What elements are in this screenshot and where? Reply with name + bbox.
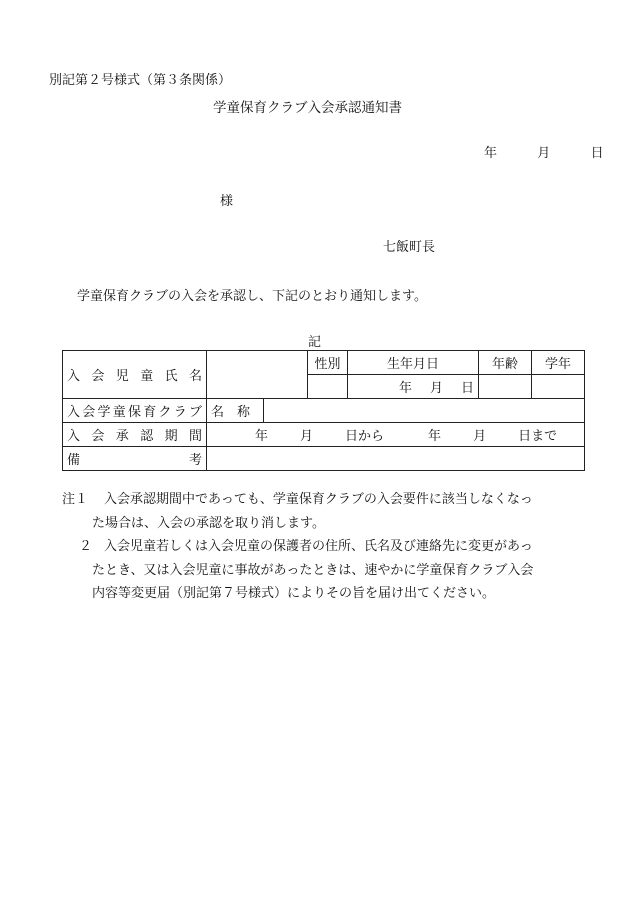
ki-label: 記 [308,335,322,350]
birthdate-header: 生年月日 [348,351,479,375]
period-to: 日まで [518,429,558,444]
document-title: 学童保育クラブ入会承認通知書 [213,100,402,116]
table-row [63,447,585,471]
note-line: 入会承認期間中であっても、学童保育クラブの入会要件に該当しなくなっ [104,492,533,507]
period-from: 日から [345,429,385,444]
date-month: 月 [537,146,551,161]
age-value [479,375,532,399]
table-row [63,399,585,423]
note-number: １ [75,492,89,507]
birth-day-label: 日 [460,381,474,396]
period-year-1: 年 [255,429,269,444]
birth-month-label: 月 [429,381,443,396]
period-value [207,423,585,447]
club-label: 入会学童保育クラブ [63,399,207,423]
table-row [63,351,585,375]
approval-table [62,350,585,471]
note-line: た場合は、入会の承認を取り消します。 [92,515,325,531]
addressee-suffix: 様 [220,194,234,209]
note-number: ２ [79,539,93,554]
child-name-value [207,351,308,399]
period-year-2: 年 [428,429,442,444]
table-row [63,423,585,447]
body-text: 学童保育クラブの入会を承認し、下記のとおり通知します。 [77,289,427,304]
period-month-2: 月 [473,429,487,444]
note-item [62,488,592,535]
birth-year-label: 年 [398,381,412,396]
period-label: 入 会 承 認 期 間 [63,423,207,447]
sex-header: 性別 [308,351,348,375]
note-line: 入会児童若しくは入会児童の保護者の住所、氏名及び連絡先に変更があっ [104,539,533,554]
note-line: 内容等変更届（別記第７号様式）によりその旨を届け出てください。 [92,586,496,601]
note-line: たとき、又は入会児童に事故があったときは、速やかに学童保育クラブ入会 [92,562,534,578]
period-month-1: 月 [300,429,314,444]
child-name-label: 入 会 児 童 氏 名 [63,351,207,399]
birthdate-value [348,375,479,399]
note-item [62,535,592,606]
issuer-name: 七飯町長 [383,240,436,255]
date-line [484,142,604,161]
grade-value [532,375,585,399]
club-name-value [264,399,585,423]
grade-header: 学年 [532,351,585,375]
remarks-label: 備 考 [63,447,207,471]
notes [62,488,592,606]
date-year: 年 [484,146,498,161]
age-header: 年齢 [479,351,532,375]
sex-value [308,375,348,399]
remarks-value [207,447,585,471]
date-day: 日 [590,146,604,161]
notes-prefix: 注 [62,492,76,507]
form-number-label: 別記第２号様式（第３条関係） [49,73,232,88]
club-name-label: 名 称 [207,399,264,423]
